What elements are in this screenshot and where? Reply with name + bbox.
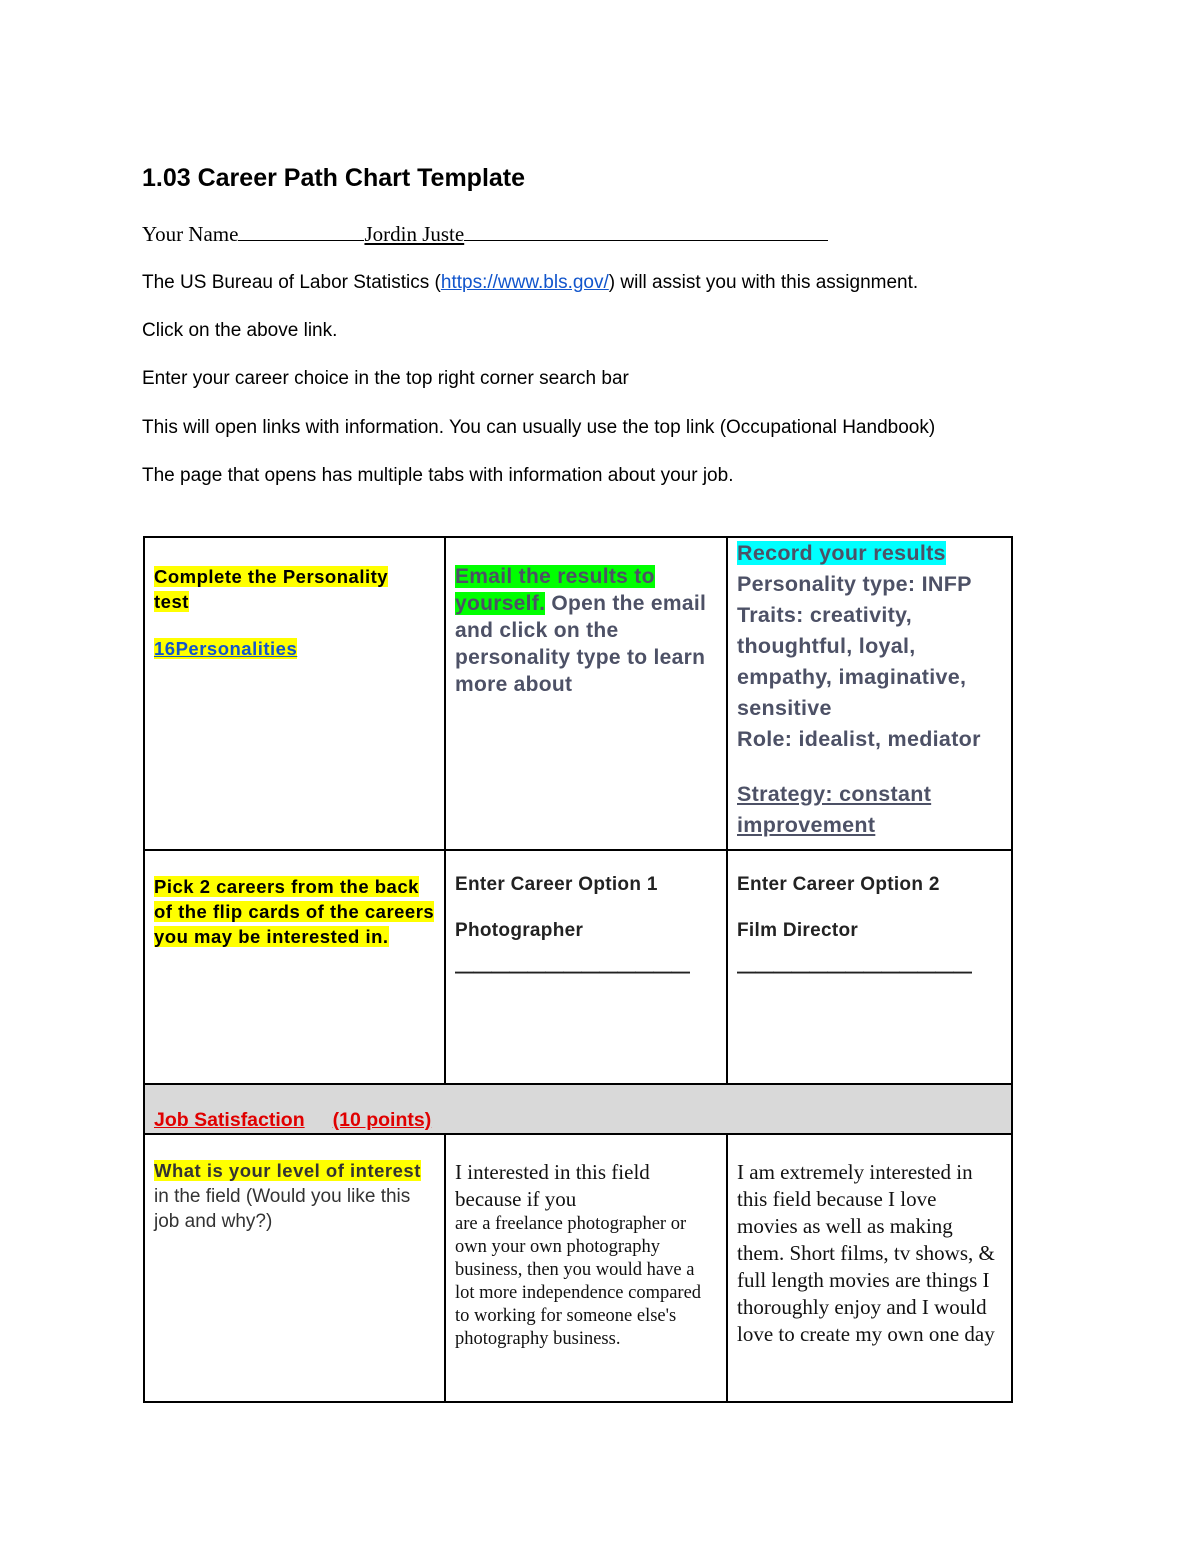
cell-personality-task [144,537,445,850]
interest-question-rest: in the field (Would you like this job and why?) [154,1186,411,1232]
job-satisfaction-points: (10 points) [332,1109,432,1131]
cell-interest-answer-1 [445,1134,727,1402]
bls-text-after: ) will assist you with this assignment. [608,272,919,293]
record-results-header: Record your results [737,541,946,565]
instruction-step-4: The page that opens has multiple tabs with information about your job. [142,465,734,486]
career-path-table [143,536,1013,1403]
cell-career-option-1 [445,850,727,1084]
instruction-step-3: This will open links with information. You can usually use the top link (Occupational Handbook) [142,417,936,438]
email-instruction [455,563,717,698]
instruction-step-1: Click on the above link. [142,320,338,341]
instruction-step-2: Enter your career choice in the top right corner search bar [142,368,629,389]
cell-pick-careers [144,850,445,1084]
strategy: Strategy: constant improvement [737,782,932,837]
page-title: 1.03 Career Path Chart Template [142,164,526,192]
cell-career-option-2 [727,850,1012,1084]
email-highlight: Email the results to yourself. [455,565,655,615]
table-row-interest [144,1134,1012,1402]
name-underline-right [464,222,828,241]
table-row-section-header [144,1084,1012,1134]
email-rest: Open the email and click on the personality type to learn more about [455,592,707,696]
role: Role: idealist, mediator [737,727,981,751]
bls-text-before: The US Bureau of Labor Statistics ( [142,272,441,293]
interest-answer-1-rest: are a freelance photographer or own your own photography business, then you would have a lot more independence compared to working for someone else's photography business. [455,1214,702,1349]
cell-email-results [445,537,727,850]
name-value[interactable]: Jordin Juste [364,222,465,246]
career-option-2-label: Enter Career Option 2 [737,874,940,895]
bls-instruction [142,272,918,294]
career-option-2-dashes: ————————————— [737,962,971,983]
career-option-1-dashes: ————————————— [455,962,689,983]
job-satisfaction-heading [145,1085,1011,1132]
name-label: Your Name [142,222,239,246]
career-option-1-label: Enter Career Option 1 [455,874,658,895]
interest-answer-2: I am extremely interested in this field because I love movies as well as making them. Short films, tv shows, & full length movies are things I thoroughly enjoy and I would love to create my own one day [737,1160,995,1346]
personality-task-label: Complete the Personality test [154,566,389,612]
job-satisfaction-label: Job Satisfaction [154,1109,305,1131]
cell-interest-answer-2 [727,1134,1012,1402]
name-line [142,222,828,247]
table-row-personality [144,537,1012,850]
career-option-1-value[interactable]: Photographer [455,920,584,941]
bls-link[interactable]: https://www.bls.gov/ [440,272,609,293]
cell-job-satisfaction [144,1084,1012,1134]
pick-careers-label: Pick 2 careers from the back of the flip cards of the careers you may be interested in. [154,876,435,947]
interest-answer-1-intro: I interested in this field because if you [455,1160,650,1211]
table-row-careers [144,850,1012,1084]
name-underline-left [238,222,364,241]
career-option-2-value[interactable]: Film Director [737,920,859,941]
cell-interest-question [144,1134,445,1402]
traits: Traits: creativity, thoughtful, loyal, empathy, imaginative, sensitive [737,603,967,720]
cell-record-results [727,537,1012,850]
16personalities-link[interactable]: 16Personalities [154,638,298,659]
personality-type: Personality type: INFP [737,572,972,596]
interest-highlight: What is your level of interest [154,1160,421,1181]
